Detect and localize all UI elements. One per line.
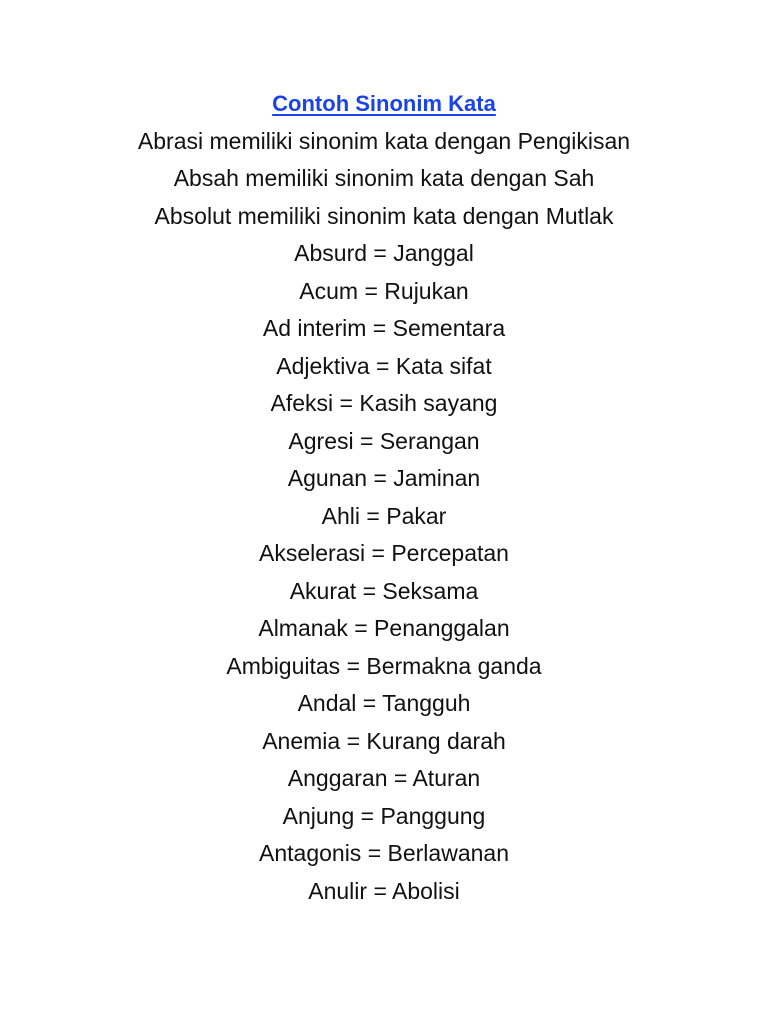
synonym-line: Akselerasi = Percepatan xyxy=(259,540,509,566)
synonym-line: Andal = Tangguh xyxy=(297,690,471,716)
synonym-line: Almanak = Penanggalan xyxy=(258,615,510,641)
synonym-line: Ambiguitas = Bermakna ganda xyxy=(226,652,542,679)
synonym-line: Akurat = Seksama xyxy=(289,577,479,604)
synonym-line: Agunan = Jaminan xyxy=(287,465,481,491)
synonym-line: Antagonis = Berlawanan xyxy=(259,840,509,866)
synonym-line: Absah memiliki sinonim kata dengan Sah xyxy=(173,165,595,191)
synonym-line: Ad interim = Sementara xyxy=(262,315,506,341)
synonym-list xyxy=(0,123,768,911)
synonym-line: Adjektiva = Kata sifat xyxy=(276,352,492,379)
synonym-line: Agresi = Serangan xyxy=(288,427,480,454)
synonym-line: Anemia = Kurang darah xyxy=(262,727,506,754)
synonym-line: Anjung = Panggung xyxy=(282,802,486,829)
title-link[interactable]: Contoh Sinonim Kata xyxy=(272,91,496,116)
document-page xyxy=(0,85,768,910)
synonym-line: Afeksi = Kasih sayang xyxy=(270,390,498,416)
synonym-line: Acum = Rujukan xyxy=(299,277,469,304)
synonym-line: Abrasi memiliki sinonim kata dengan Pengikisan xyxy=(137,127,631,154)
synonym-line: Ahli = Pakar xyxy=(321,502,447,529)
synonym-line: Absurd = Janggal xyxy=(294,240,474,266)
synonym-line: Anggaran = Aturan xyxy=(287,765,481,791)
synonym-line: Anulir = Abolisi xyxy=(308,877,460,904)
synonym-line: Absolut memiliki sinonim kata dengan Mutlak xyxy=(154,202,614,229)
